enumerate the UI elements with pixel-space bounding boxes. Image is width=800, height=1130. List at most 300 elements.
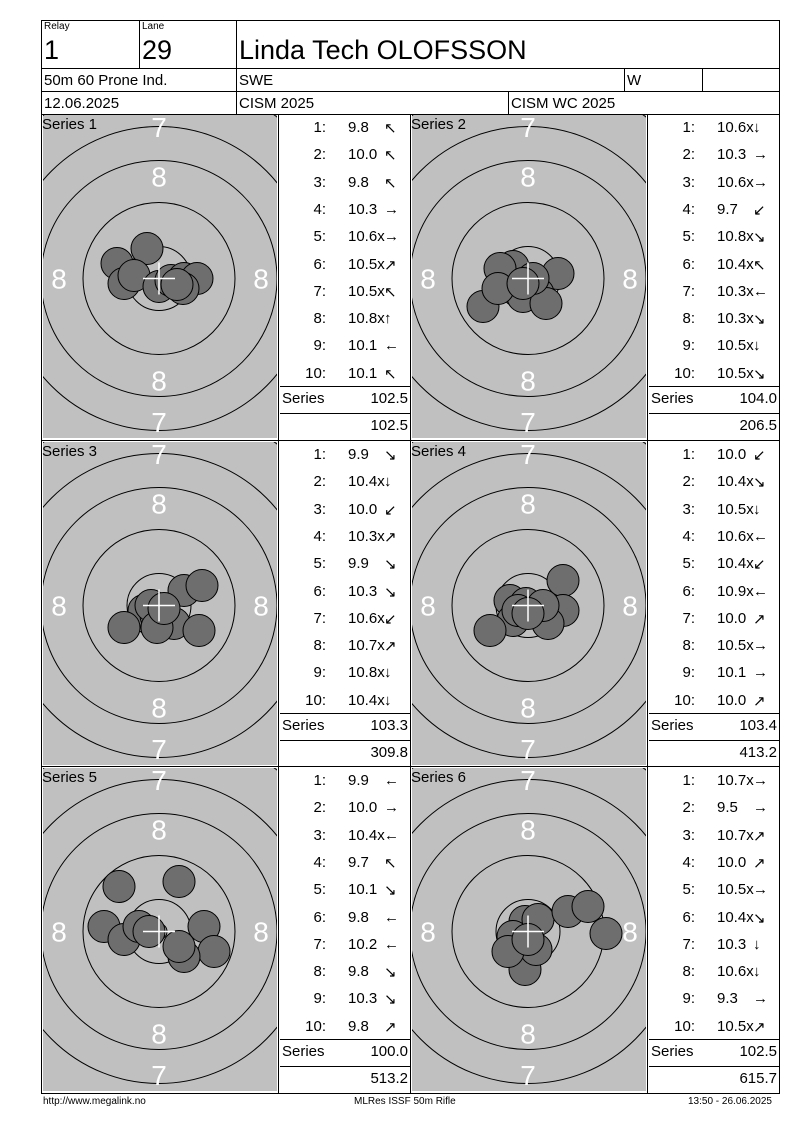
shot-row	[649, 142, 779, 169]
shot-direction-arrow-icon: ↙	[384, 610, 397, 628]
shot-score: 9.7	[348, 853, 369, 871]
shot-score: 9.3	[717, 990, 738, 1008]
shot-row	[280, 633, 410, 660]
shot-score: 10.8x	[717, 228, 754, 246]
ring-label-7-bottom: 7	[520, 734, 536, 765]
ring-label-7-bottom: 7	[151, 1060, 167, 1091]
shot-row	[280, 579, 410, 606]
shot-score: 10.8x	[348, 310, 385, 328]
target-series-1	[43, 115, 277, 438]
shot-score: 10.5x	[717, 1017, 754, 1035]
lane-number: 29	[142, 35, 173, 65]
shot-direction-arrow-icon: ↓	[384, 691, 392, 709]
relay-number: 1	[44, 35, 60, 65]
shot-number: 1:	[682, 119, 695, 136]
target-face	[43, 768, 277, 1091]
shot-number: 7:	[313, 282, 326, 300]
shot-direction-arrow-icon: ↗	[753, 1018, 766, 1036]
shot-number: 3:	[313, 173, 326, 191]
shot-direction-arrow-icon: ←	[753, 282, 768, 300]
shot-row	[649, 197, 779, 224]
shot-number: 10:	[305, 691, 326, 709]
ring-label-8-top: 8	[520, 161, 536, 193]
shot-score: 10.0	[348, 146, 378, 164]
shot-number: 8:	[682, 637, 695, 655]
target-face	[412, 768, 646, 1091]
shot-direction-arrow-icon: ↗	[384, 528, 397, 546]
shot-score: 10.5x	[717, 500, 754, 518]
series-total-label: Series	[282, 390, 325, 407]
shot-row	[280, 551, 410, 578]
cumulative-total: 615.7	[739, 1070, 777, 1087]
shot-score: 10.6x	[717, 527, 754, 545]
shot-direction-arrow-icon: →	[753, 637, 768, 655]
shot-row	[280, 524, 410, 551]
shot-list	[649, 115, 779, 385]
shot-score: 10.6x	[717, 119, 754, 136]
shot-number: 7:	[682, 609, 695, 627]
cumulative-total: 413.2	[739, 744, 777, 761]
shot-row	[280, 306, 410, 333]
shot-direction-arrow-icon: ↘	[753, 474, 766, 492]
shot-number: 3:	[682, 173, 695, 191]
shot-direction-arrow-icon: ↖	[384, 147, 397, 165]
shot-score: 10.0	[717, 691, 747, 709]
shot-score: 10.1	[717, 664, 747, 682]
shot-number: 9:	[313, 990, 326, 1008]
shot-direction-arrow-icon: ↘	[753, 365, 766, 383]
shot-direction-arrow-icon: ↖	[384, 174, 397, 192]
shot-direction-arrow-icon: ↓	[753, 500, 761, 518]
shot-direction-arrow-icon: ←	[384, 337, 399, 355]
shot-list	[649, 442, 779, 712]
shot-row	[649, 442, 779, 469]
ring-label-8-top: 8	[151, 488, 167, 520]
shot-row	[280, 823, 410, 850]
shot-score: 10.7x	[348, 637, 385, 655]
shot-number: 5:	[682, 228, 695, 246]
shot-list	[280, 768, 410, 1038]
shot-direction-arrow-icon: ↘	[753, 909, 766, 927]
shot-hole	[108, 612, 140, 644]
series-total: 102.5	[739, 1043, 777, 1060]
shot-hole	[572, 891, 604, 923]
shot-number: 4:	[313, 527, 326, 545]
shot-hole	[474, 615, 506, 647]
shot-score: 9.8	[348, 173, 369, 191]
target-series-2	[412, 115, 646, 438]
date: 12.06.2025	[44, 95, 120, 112]
shot-direction-arrow-icon: ↗	[384, 256, 397, 274]
shot-score: 10.0	[717, 446, 747, 463]
ring-label-8-top: 8	[520, 488, 536, 520]
shot-row	[649, 823, 779, 850]
shot-score: 9.5	[717, 799, 738, 817]
shot-score: 10.0	[717, 853, 747, 871]
shot-direction-arrow-icon: ←	[384, 826, 399, 844]
shot-number: 6:	[682, 908, 695, 926]
shot-score: 10.6x	[717, 173, 754, 191]
shot-direction-arrow-icon: ↗	[753, 610, 766, 628]
shot-hole	[507, 268, 539, 300]
shot-row	[649, 469, 779, 496]
shot-number: 1:	[313, 772, 326, 789]
shot-number: 7:	[682, 935, 695, 953]
shot-row	[649, 497, 779, 524]
shot-score: 10.6x	[717, 963, 754, 981]
ring-label-8-left: 8	[420, 916, 436, 948]
shot-direction-arrow-icon: ←	[753, 582, 768, 600]
shot-number: 4:	[313, 200, 326, 218]
ring-label-8-bottom: 8	[151, 692, 167, 724]
shot-score: 10.7x	[717, 772, 754, 789]
shot-direction-arrow-icon: ↘	[384, 882, 397, 900]
shot-direction-arrow-icon: ↘	[384, 964, 397, 982]
shot-row	[649, 877, 779, 904]
cumulative-total: 309.8	[370, 744, 408, 761]
shot-score: 10.4x	[348, 826, 385, 844]
target-face	[412, 115, 646, 438]
shot-hole	[161, 269, 193, 301]
series-title: Series 3	[42, 443, 98, 460]
shot-number: 9:	[682, 990, 695, 1008]
shot-row	[280, 142, 410, 169]
shot-hole	[163, 866, 195, 898]
shot-score: 10.0	[348, 799, 378, 817]
shot-direction-arrow-icon: →	[753, 664, 768, 682]
shot-number: 1:	[682, 446, 695, 463]
shot-number: 3:	[682, 826, 695, 844]
shot-row	[649, 306, 779, 333]
series-total-label: Series	[651, 390, 694, 407]
shot-row	[280, 660, 410, 687]
shot-number: 3:	[313, 826, 326, 844]
ring-label-7-top: 7	[520, 768, 536, 796]
shot-score: 10.3x	[717, 282, 754, 300]
shot-score: 10.5x	[348, 255, 385, 273]
shot-number: 9:	[682, 664, 695, 682]
shot-score: 10.3	[717, 935, 747, 953]
shot-row	[649, 986, 779, 1013]
shot-direction-arrow-icon: ↘	[384, 556, 397, 574]
footer-url[interactable]: http://www.megalink.no	[43, 1096, 146, 1107]
shot-number: 6:	[313, 908, 326, 926]
shot-score: 10.5x	[717, 337, 754, 355]
shot-row	[649, 115, 779, 142]
ring-label-8-left: 8	[51, 263, 67, 295]
shot-row	[280, 333, 410, 360]
shot-direction-arrow-icon: ↓	[753, 935, 761, 953]
shot-score: 10.0	[348, 500, 378, 518]
competition: CISM 2025	[239, 95, 315, 112]
shot-score: 10.5x	[717, 637, 754, 655]
shot-number: 6:	[313, 582, 326, 600]
ring-label-8-right: 8	[622, 263, 638, 295]
shot-score: 10.4x	[717, 908, 754, 926]
shot-score: 10.1	[348, 881, 378, 899]
shot-list	[280, 115, 410, 385]
shot-number: 2:	[682, 799, 695, 817]
ring-label-8-left: 8	[51, 590, 67, 622]
series-total-label: Series	[282, 1043, 325, 1060]
shot-score: 9.8	[348, 1017, 369, 1035]
shot-direction-arrow-icon: ↓	[753, 337, 761, 355]
lane-caption: Lane	[142, 21, 165, 32]
shot-direction-arrow-icon: ↗	[384, 1018, 397, 1036]
ring-label-8-right: 8	[622, 590, 638, 622]
shot-number: 7:	[313, 935, 326, 953]
shot-score: 10.3	[348, 990, 378, 1008]
footer-software: MLRes ISSF 50m Rifle	[354, 1096, 456, 1107]
ring-label-8-bottom: 8	[151, 365, 167, 397]
shot-direction-arrow-icon: →	[753, 799, 768, 817]
shot-row	[649, 959, 779, 986]
shot-score: 9.9	[348, 555, 369, 573]
shot-direction-arrow-icon: ↖	[384, 365, 397, 383]
shot-row	[280, 932, 410, 959]
shot-hole	[590, 918, 622, 950]
shot-direction-arrow-icon: ↖	[384, 120, 397, 137]
target-series-4	[412, 442, 646, 765]
shot-number: 6:	[313, 255, 326, 273]
series-total: 103.3	[370, 717, 408, 734]
shot-direction-arrow-icon: ←	[384, 908, 399, 926]
shot-row	[649, 224, 779, 251]
shot-direction-arrow-icon: ↗	[753, 827, 766, 845]
shot-score: 10.4x	[717, 255, 754, 273]
ring-label-7-bottom: 7	[151, 734, 167, 765]
shot-direction-arrow-icon: ↙	[753, 201, 766, 219]
ring-label-8-left: 8	[420, 590, 436, 622]
target-face	[43, 115, 277, 438]
shot-number: 6:	[682, 255, 695, 273]
shot-direction-arrow-icon: ↖	[384, 283, 397, 301]
shot-row	[280, 877, 410, 904]
shot-direction-arrow-icon: ↗	[384, 638, 397, 656]
shot-score: 10.5x	[348, 282, 385, 300]
match-name: CISM WC 2025	[511, 95, 616, 112]
shot-score: 10.3	[348, 200, 378, 218]
series-title: Series 1	[42, 116, 98, 133]
shot-direction-arrow-icon: →	[384, 200, 399, 218]
shot-row	[649, 660, 779, 687]
target-series-5	[43, 768, 277, 1091]
shot-direction-arrow-icon: ↗	[753, 692, 766, 710]
shot-number: 4:	[682, 200, 695, 218]
shot-number: 5:	[313, 228, 326, 246]
shot-row	[649, 795, 779, 822]
shot-number: 10:	[674, 364, 695, 382]
shot-number: 9:	[682, 337, 695, 355]
relay-caption: Relay	[44, 21, 70, 32]
shot-direction-arrow-icon: ↘	[384, 447, 397, 464]
shot-hole	[103, 871, 135, 903]
shot-row	[649, 170, 779, 197]
shot-row	[649, 905, 779, 932]
cumulative-total: 102.5	[370, 417, 408, 434]
target-series-3	[43, 442, 277, 765]
ring-label-7-bottom: 7	[151, 407, 167, 438]
shot-score: 9.9	[348, 772, 369, 789]
shot-row	[280, 905, 410, 932]
shot-score: 10.5x	[717, 881, 754, 899]
target-face	[412, 442, 646, 765]
shot-list	[649, 768, 779, 1038]
shot-score: 9.9	[348, 446, 369, 463]
shot-score: 10.6x	[348, 228, 385, 246]
shot-row	[280, 795, 410, 822]
gender: W	[627, 72, 642, 89]
shot-list	[280, 442, 410, 712]
shot-score: 10.4x	[348, 691, 385, 709]
shot-score: 10.9x	[717, 582, 754, 600]
shot-score: 10.2	[348, 935, 378, 953]
shot-score: 10.4x	[717, 473, 754, 491]
target-face	[43, 442, 277, 765]
shot-row	[280, 959, 410, 986]
shot-row	[280, 170, 410, 197]
shot-number: 2:	[313, 473, 326, 491]
shot-direction-arrow-icon: ←	[384, 772, 399, 789]
shot-row	[280, 1014, 410, 1041]
shot-number: 6:	[682, 582, 695, 600]
shot-direction-arrow-icon: ↖	[384, 854, 397, 872]
shot-number: 1:	[682, 772, 695, 789]
series-total-label: Series	[282, 717, 325, 734]
shot-number: 2:	[313, 146, 326, 164]
shot-row	[649, 579, 779, 606]
shot-number: 8:	[682, 310, 695, 328]
shot-direction-arrow-icon: ↘	[384, 991, 397, 1009]
ring-label-7-top: 7	[151, 115, 167, 143]
ring-label-7-top: 7	[151, 442, 167, 470]
shot-row	[649, 361, 779, 388]
shot-number: 4:	[682, 853, 695, 871]
shot-row	[649, 850, 779, 877]
shot-hole	[163, 931, 195, 963]
shot-row	[280, 768, 410, 795]
ring-label-7-bottom: 7	[520, 1060, 536, 1091]
shot-direction-arrow-icon: ↙	[753, 556, 766, 574]
shot-row	[280, 606, 410, 633]
shot-direction-arrow-icon: ↓	[753, 963, 761, 981]
shot-score: 10.5x	[717, 364, 754, 382]
nation: SWE	[239, 72, 274, 89]
shot-number: 10:	[674, 691, 695, 709]
series-total: 103.4	[739, 717, 777, 734]
ring-label-8-top: 8	[151, 814, 167, 846]
shot-number: 5:	[682, 555, 695, 573]
series-total-label: Series	[651, 717, 694, 734]
ring-label-8-top: 8	[151, 161, 167, 193]
shot-row	[649, 252, 779, 279]
shot-direction-arrow-icon: →	[384, 228, 399, 246]
series-title: Series 6	[411, 769, 467, 786]
series-title: Series 5	[42, 769, 98, 786]
ring-label-7-bottom: 7	[520, 407, 536, 438]
shot-score: 10.4x	[717, 555, 754, 573]
ring-label-8-bottom: 8	[520, 692, 536, 724]
shot-direction-arrow-icon: ↗	[753, 854, 766, 872]
shot-number: 8:	[682, 963, 695, 981]
shot-direction-arrow-icon: →	[753, 173, 768, 191]
shot-direction-arrow-icon: →	[753, 146, 768, 164]
target-series-6	[412, 768, 646, 1091]
shot-direction-arrow-icon: ←	[384, 935, 399, 953]
shot-row	[649, 1014, 779, 1041]
ring-label-8-right: 8	[253, 590, 269, 622]
shot-number: 10:	[305, 1017, 326, 1035]
shot-row	[280, 279, 410, 306]
shot-score: 9.8	[348, 963, 369, 981]
shot-score: 9.7	[717, 200, 738, 218]
shot-row	[280, 850, 410, 877]
shot-row	[280, 361, 410, 388]
shot-score: 10.1	[348, 364, 378, 382]
shot-score: 9.8	[348, 119, 369, 136]
shot-score: 10.3	[348, 582, 378, 600]
shot-direction-arrow-icon: ↘	[753, 311, 766, 329]
shot-score: 9.8	[348, 908, 369, 926]
shot-number: 8:	[313, 310, 326, 328]
shot-number: 10:	[674, 1017, 695, 1035]
shot-number: 4:	[313, 853, 326, 871]
shot-score: 10.3	[717, 146, 747, 164]
shot-number: 5:	[313, 555, 326, 573]
series-total: 104.0	[739, 390, 777, 407]
series-total-label: Series	[651, 1043, 694, 1060]
shot-number: 7:	[313, 609, 326, 627]
ring-label-8-bottom: 8	[151, 1018, 167, 1050]
shot-number: 3:	[682, 500, 695, 518]
shot-number: 1:	[313, 446, 326, 463]
shot-number: 1:	[313, 119, 326, 136]
shot-direction-arrow-icon: →	[753, 881, 768, 899]
athlete-name: Linda Tech OLOFSSON	[239, 35, 527, 65]
shot-direction-arrow-icon: ↘	[753, 229, 766, 247]
shot-number: 2:	[313, 799, 326, 817]
ring-label-7-top: 7	[520, 442, 536, 470]
shot-number: 5:	[313, 881, 326, 899]
ring-label-8-left: 8	[51, 916, 67, 948]
shot-hole	[148, 593, 180, 625]
series-total: 102.5	[370, 390, 408, 407]
ring-label-8-right: 8	[253, 916, 269, 948]
shot-direction-arrow-icon: ↓	[384, 473, 392, 491]
ring-label-8-bottom: 8	[520, 365, 536, 397]
shot-row	[649, 279, 779, 306]
series-total: 100.0	[370, 1043, 408, 1060]
shot-row	[649, 688, 779, 715]
shot-score: 10.8x	[348, 664, 385, 682]
shot-direction-arrow-icon: ↙	[384, 501, 397, 519]
shot-number: 9:	[313, 337, 326, 355]
series-title: Series 2	[411, 116, 467, 133]
ring-label-8-right: 8	[253, 263, 269, 295]
shot-number: 4:	[682, 527, 695, 545]
ring-label-8-bottom: 8	[520, 1018, 536, 1050]
shot-row	[649, 768, 779, 795]
cumulative-total: 513.2	[370, 1070, 408, 1087]
shot-number: 8:	[313, 637, 326, 655]
shot-score: 10.4x	[348, 473, 385, 491]
shot-score: 10.0	[717, 609, 747, 627]
shot-direction-arrow-icon: →	[384, 799, 399, 817]
ring-label-8-right: 8	[622, 916, 638, 948]
shot-number: 2:	[682, 146, 695, 164]
ring-label-7-top: 7	[520, 115, 536, 143]
shot-row	[280, 497, 410, 524]
